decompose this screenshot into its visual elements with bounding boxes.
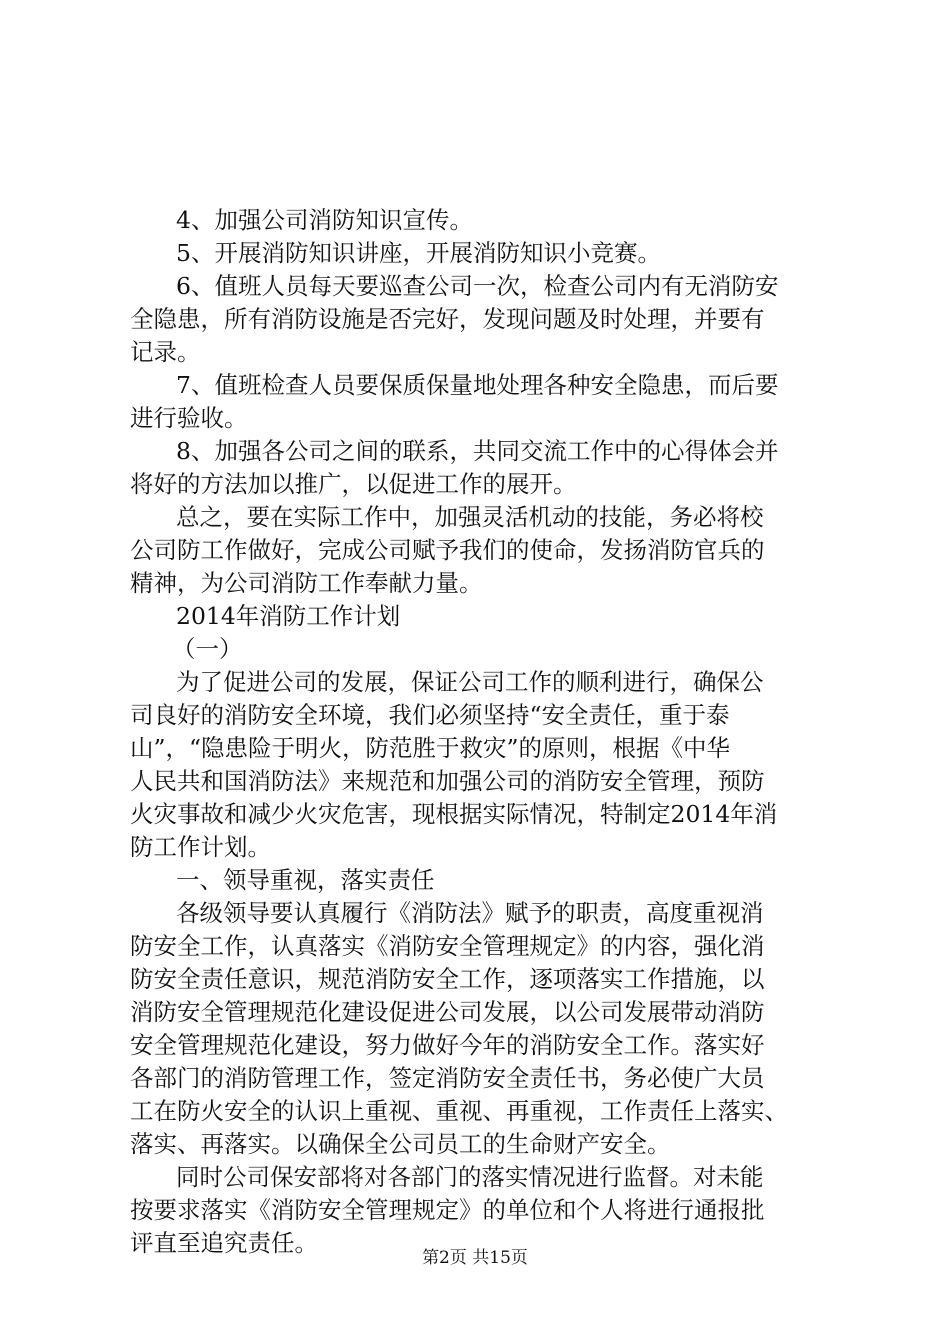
list-item-6-line-2: 全隐患，所有消防设施是否完好，发现问题及时处理，并要有: [130, 305, 765, 333]
body-line-6: 各部门的消防管理工作，签定消防安全责任书，务必使广大员: [130, 1064, 765, 1092]
intro-line-4: 人民共和国消防法》来规范和加强公司的消防安全管理，预防: [130, 767, 765, 795]
section-number: （一）: [172, 635, 243, 663]
list-item-7-line-2: 进行验收。: [130, 404, 248, 432]
summary-line-1: 总之，要在实际工作中，加强灵活机动的技能，务必将校: [176, 503, 764, 531]
list-item-5: 5、开展消防知识讲座，开展消防知识小竞赛。: [176, 239, 661, 267]
body-line-8: 落实、再落实。以确保全公司员工的生命财产安全。: [130, 1130, 671, 1158]
intro-line-3: 山”，“隐患险于明火，防范胜于救灾”的原则，根据《中华: [130, 734, 731, 762]
list-item-4: 4、加强公司消防知识宣传。: [176, 206, 473, 234]
page-footer: 第2页 共15页: [422, 1248, 528, 1268]
body-line-4: 消防安全管理规范化建设促进公司发展，以公司发展带动消防: [130, 998, 765, 1026]
body-line-5: 安全管理规范化建设，努力做好今年的消防安全工作。落实好: [130, 1031, 765, 1059]
supervision-line-3: 评直至追究责任。: [130, 1229, 318, 1257]
intro-line-1: 为了促进公司的发展，保证公司工作的顺利进行，确保公: [176, 668, 764, 696]
intro-line-6: 防工作计划。: [130, 833, 271, 861]
summary-line-2: 公司防工作做好，完成公司赋予我们的使命，发扬消防官兵的: [130, 536, 765, 564]
section-title: 2014年消防工作计划: [176, 602, 401, 630]
list-item-6-line-3: 记录。: [130, 338, 201, 366]
list-item-8-line-1: 8、加强各公司之间的联系，共同交流工作中的心得体会并: [176, 437, 779, 465]
intro-line-5: 火灾事故和减少火灾危害，现根据实际情况，特制定2014年消: [130, 800, 778, 828]
supervision-line-1: 同时公司保安部将对各部门的落实情况进行监督。对未能: [176, 1163, 764, 1191]
heading-leadership: 一、领导重视，落实责任: [176, 866, 435, 894]
list-item-8-line-2: 将好的方法加以推广，以促进工作的展开。: [130, 470, 577, 498]
body-line-2: 防安全工作，认真落实《消防安全管理规定》的内容，强化消: [130, 932, 765, 960]
document-body: [130, 204, 830, 1260]
list-item-6-line-1: 6、值班人员每天要巡查公司一次，检查公司内有无消防安: [176, 272, 779, 300]
supervision-line-2: 按要求落实《消防安全管理规定》的单位和个人将进行通报批: [130, 1196, 765, 1224]
body-line-3: 防安全责任意识，规范消防安全工作，逐项落实工作措施，以: [130, 965, 765, 993]
list-item-7-line-1: 7、值班检查人员要保质保量地处理各种安全隐患，而后要: [176, 371, 779, 399]
body-line-1: 各级领导要认真履行《消防法》赋予的职责，高度重视消: [176, 899, 764, 927]
intro-line-2: 司良好的消防安全环境，我们必须坚持“安全责任，重于泰: [130, 701, 730, 729]
body-line-7: 工在防火安全的认识上重视、重视、再重视，工作责任上落实、: [130, 1097, 788, 1125]
summary-line-3: 精神，为公司消防工作奉献力量。: [130, 569, 483, 597]
